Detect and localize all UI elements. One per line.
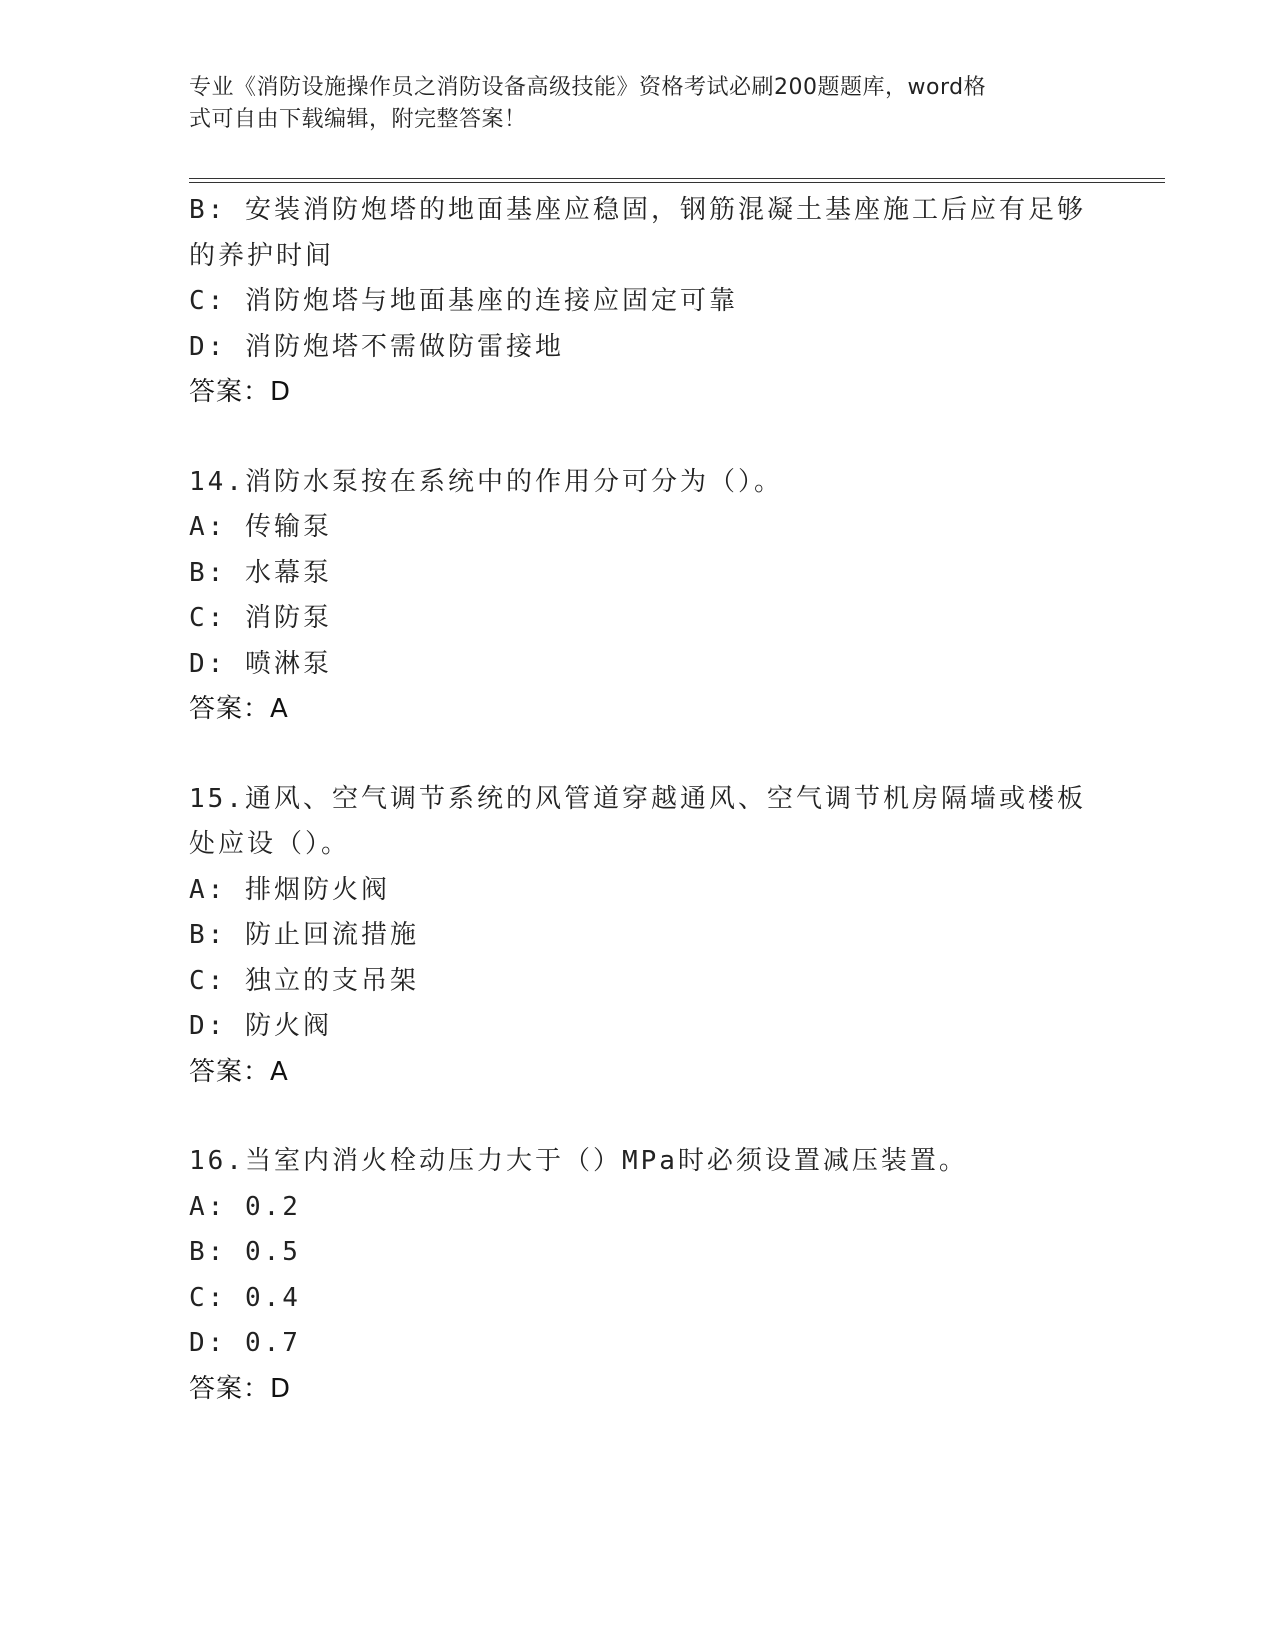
question-13 [189,188,1089,416]
question-14 [189,460,1089,733]
question-list [189,188,1089,1412]
question-text: 15.通风、空气调节系统的风管道穿越通风、空气调节机房隔墙或楼板 [189,783,1086,814]
header-line-2: 式可自由下载编辑，附完整答案！ [189,107,527,132]
question-15 [189,777,1089,1096]
option-c: C: 0.4 [189,1282,301,1313]
header-double-rule [189,178,1165,183]
option-c: C: 独立的支吊架 [189,965,419,996]
spacer [189,1095,1089,1139]
option-a: A: 0.2 [189,1191,301,1222]
answer: 答案：D [189,1373,292,1404]
header-line-1: 专业《消防设施操作员之消防设备高级技能》资格考试必刷200题题库，word格 [189,75,987,100]
option-d: D: 0.7 [189,1328,301,1358]
answer: 答案：A [189,1056,289,1087]
option-b: B: 0.5 [189,1237,301,1267]
option-c: C: 消防泵 [189,603,332,633]
option-a: A: 传输泵 [189,512,332,542]
option-d: D: 喷淋泵 [189,648,332,679]
option-b: B: 安装消防炮塔的地面基座应稳固，钢筋混凝土基座施工后应有足够 [189,195,1086,225]
option-c: C: 消防炮塔与地面基座的连接应固定可靠 [189,286,738,316]
option-b: B: 水幕泵 [189,557,332,588]
question-text: 16.当室内消火栓动压力大于（）MPa时必须设置减压装置。 [189,1146,968,1176]
spacer [189,733,1089,777]
option-b-continued: 的养护时间 [189,240,335,271]
document-header [189,72,1079,136]
answer: 答案：A [189,694,289,724]
option-d: D: 防火阀 [189,1011,332,1041]
question-text-continued: 处应设（）。 [189,829,351,859]
question-16 [189,1139,1089,1412]
question-text: 14.消防水泵按在系统中的作用分可分为（）。 [189,466,783,497]
option-d: D: 消防炮塔不需做防雷接地 [189,331,564,362]
option-a: A: 排烟防火阀 [189,874,390,905]
spacer [189,416,1089,460]
answer: 答案：D [189,377,292,407]
option-b: B: 防止回流措施 [189,920,419,950]
